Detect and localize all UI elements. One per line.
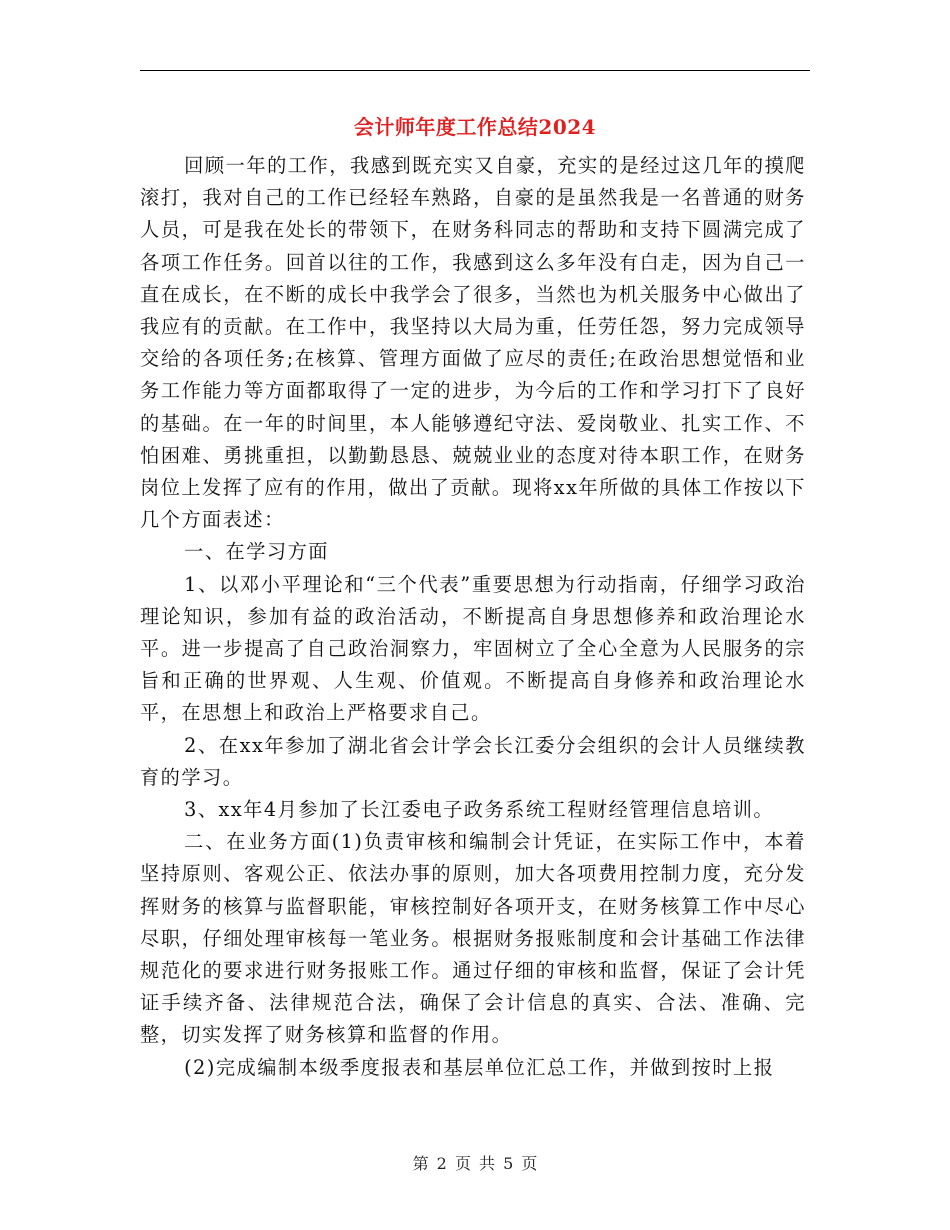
document-title: 会计师年度工作总结2024 bbox=[353, 115, 597, 139]
page-number-footer: 第 2 页 共 5 页 bbox=[412, 1154, 538, 1173]
paragraph-business-2: (2)完成编制本级季度报表和基层单位汇总工作，并做到按时上报 bbox=[184, 1055, 775, 1079]
paragraph-intro: 回顾一年的工作，我感到既充实又自豪，充实的是经过这几年的摸爬滚打，我对自己的工作已经轻车熟路，自豪的是虽然我是一名普通的财务人员，可是我在处长的带领下，在财务科同志的帮助和支持下圆满完成了各项工作任务。回首以往的工作，我感到这么多年没有白走，因为自己一直在成长，在不断的成长中我学会了很多，当然也为机关服务中心做出了我应有的贡献。在工作中，我坚持以大局为重，任劳任怨，努力完成领导交给的各项任务;在核算、管理方面做了应尽的责任;在政治思想觉悟和业务工作能力等方面都取得了一定的进步，为今后的工作和学习打下了良好的基础。在一年的时间里，本人能够遵纪守法、爱岗敬业、扎实工作、不怕困难、勇挑重担，以勤勤恳恳、兢兢业业的态度对待本职工作，在财务岗位上发挥了应有的作用，做出了贡献。现将xx年所做的具体工作按以下几个方面表述： bbox=[140, 154, 806, 532]
paragraph-study-item-1: 1、以邓小平理论和“三个代表”重要思想为行动指南，仔细学习政治理论知识，参加有益的政治活动，不断提高自身思想修养和政治理论水平。进一步提高了自己政治洞察力，牢固树立了全心全意为人民服务的宗旨和正确的世界观、人生观、价值观。不断提高自身修养和政治理论水平，在思想上和政治上严格要求自己。 bbox=[140, 572, 806, 725]
section-heading-study: 一、在学习方面 bbox=[184, 540, 329, 564]
header-rule bbox=[140, 70, 810, 71]
paragraph-study-item-2: 2、在xx年参加了湖北省会计学会长江委分会组织的会计人员继续教育的学习。 bbox=[140, 733, 806, 789]
paragraph-study-item-3: 3、xx年4月参加了长江委电子政务系统工程财经管理信息培训。 bbox=[184, 798, 775, 822]
paragraph-business-1: 二、在业务方面(1)负责审核和编制会计凭证，在实际工作中，本着坚持原则、客观公正、依法办事的原则，加大各项费用控制力度，充分发挥财务的核算与监督职能，审核控制好各项开支，在财务核算工作中尽心尽职，仔细处理审核每一笔业务。根据财务报账制度和会计基础工作法律规范化的要求进行财务报账工作。通过仔细的审核和监督，保证了会计凭证手续齐备、法律规范合法，确保了会计信息的真实、合法、准确、完整，切实发挥了财务核算和监督的作用。 bbox=[140, 830, 806, 1047]
document-body bbox=[140, 150, 806, 1084]
